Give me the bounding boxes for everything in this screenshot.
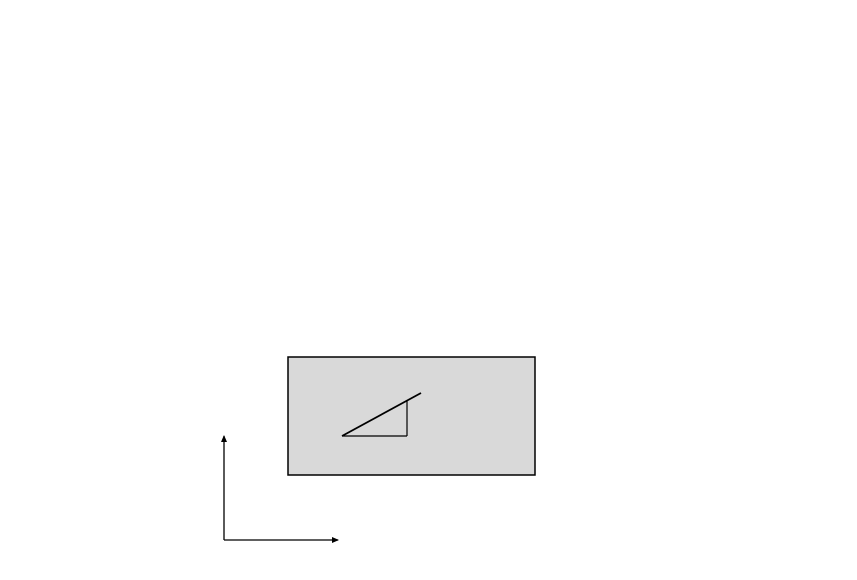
plate — [288, 357, 535, 475]
